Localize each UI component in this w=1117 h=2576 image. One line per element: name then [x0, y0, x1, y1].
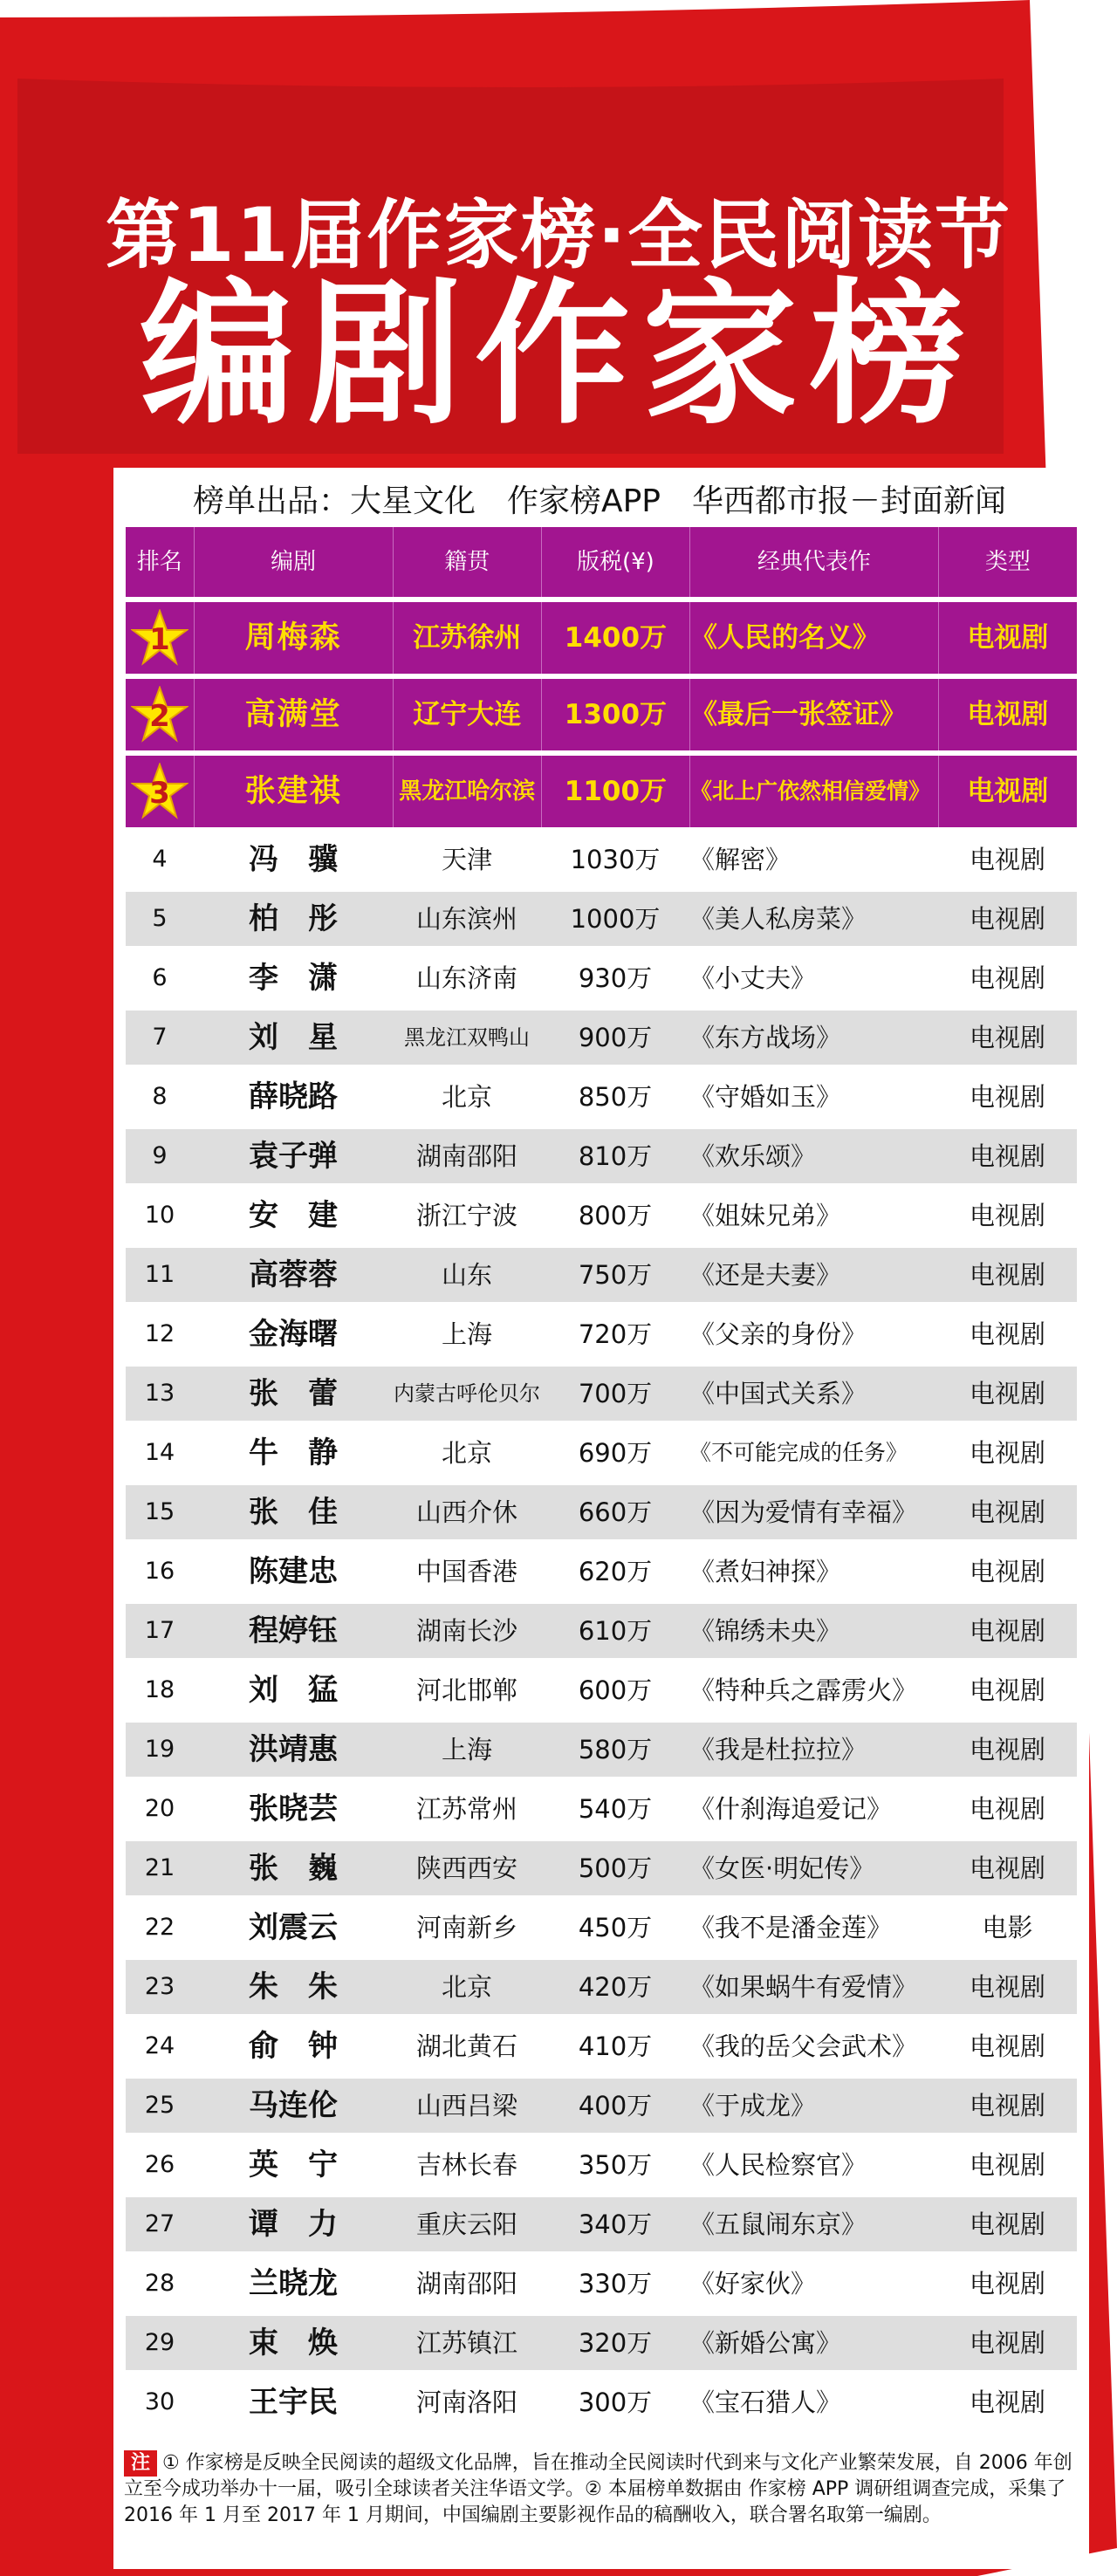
representative-work: 《解密》 — [689, 845, 791, 874]
royalty-value: 900万 — [578, 1023, 653, 1052]
note-tag: 注 — [124, 2450, 157, 2477]
writer-name: 张 蕾 — [249, 1376, 338, 1411]
header-name: 编剧 — [195, 527, 394, 597]
writer-name: 束 焕 — [249, 2326, 338, 2360]
rank-number: 17 — [144, 1617, 175, 1644]
writer-name: 马连伦 — [249, 2088, 338, 2123]
writer-origin: 山西吕梁 — [415, 2091, 517, 2120]
work-type: 电视剧 — [969, 1319, 1045, 1349]
representative-work: 《人民检察官》 — [689, 2150, 867, 2180]
table-row — [126, 2316, 1077, 2370]
rank-star-badge — [126, 602, 195, 674]
writer-origin: 湖南邵阳 — [415, 1141, 517, 1171]
writer-name: 谭 力 — [249, 2207, 338, 2242]
representative-work: 《姐妹兄弟》 — [689, 1201, 842, 1230]
rank-number: 7 — [152, 1024, 168, 1051]
representative-work: 《不可能完成的任务》 — [689, 1440, 908, 1465]
representative-work: 《好家伙》 — [689, 2269, 817, 2299]
royalty-value: 620万 — [578, 1557, 653, 1586]
writer-name: 兰晓龙 — [249, 2266, 338, 2301]
work-type: 电视剧 — [969, 1082, 1045, 1112]
royalty-value: 420万 — [578, 1972, 653, 2002]
work-type: 电视剧 — [969, 1260, 1045, 1290]
table-row — [126, 2257, 1077, 2311]
writer-origin: 河南新乡 — [415, 1913, 517, 1942]
work-type: 电视剧 — [969, 845, 1045, 874]
writer-origin: 中国香港 — [415, 1557, 517, 1586]
royalty-value: 1300万 — [542, 679, 690, 750]
writer-name: 程婷钰 — [249, 1613, 338, 1648]
rank-number: 13 — [144, 1380, 175, 1407]
writer-origin: 黑龙江双鸭山 — [404, 1025, 530, 1050]
table-row — [126, 1307, 1077, 1361]
table-row — [126, 2079, 1077, 2133]
title-line-1: 第11届作家榜·全民阅读节 — [105, 192, 1012, 279]
writer-name: 英 宁 — [249, 2148, 338, 2182]
work-type: 电视剧 — [969, 1735, 1045, 1764]
royalty-value: 400万 — [578, 2091, 653, 2120]
writer-name: 刘震云 — [249, 1910, 338, 1945]
table-row — [126, 1189, 1077, 1243]
rank-number: 11 — [144, 1261, 175, 1288]
royalty-value: 330万 — [578, 2269, 653, 2299]
royalty-value: 340万 — [578, 2209, 653, 2239]
rank-number: 23 — [144, 1973, 175, 2000]
table-row — [126, 2019, 1077, 2073]
writer-name: 刘 猛 — [249, 1673, 338, 1708]
writer-name: 高满堂 — [195, 679, 394, 750]
writer-name: 刘 星 — [249, 1020, 338, 1055]
writer-name: 袁子弹 — [249, 1139, 338, 1174]
work-type: 电视剧 — [969, 1201, 1045, 1230]
work-type: 电视剧 — [969, 1141, 1045, 1171]
representative-work: 《女医·明妃传》 — [689, 1853, 875, 1883]
table-header — [126, 527, 1077, 597]
representative-work: 《新婚公寓》 — [689, 2328, 842, 2358]
royalty-value: 850万 — [578, 1082, 653, 1112]
writer-origin: 北京 — [441, 1972, 492, 2002]
writer-origin: 湖南邵阳 — [415, 2269, 517, 2299]
writer-name: 高蓉蓉 — [249, 1257, 338, 1292]
royalty-value: 700万 — [578, 1379, 653, 1408]
rank-number: 3 — [149, 776, 170, 811]
table-row — [126, 1545, 1077, 1599]
work-type: 电视剧 — [969, 1379, 1045, 1408]
writer-origin: 山西介休 — [415, 1497, 517, 1527]
table-row — [126, 1901, 1077, 1955]
writer-name: 薛晓路 — [249, 1079, 338, 1114]
work-type: 电视剧 — [969, 1023, 1045, 1052]
rank-number: 2 — [149, 699, 170, 734]
royalty-value: 610万 — [578, 1616, 653, 1646]
rank-number: 10 — [144, 1202, 175, 1229]
representative-work: 《我不是潘金莲》 — [689, 1913, 893, 1942]
writer-name: 周梅森 — [195, 602, 394, 674]
writer-origin: 天津 — [441, 845, 492, 874]
writer-name: 张 巍 — [249, 1851, 338, 1886]
rank-number: 20 — [144, 1795, 175, 1822]
work-type: 电视剧 — [969, 1438, 1045, 1468]
rank-number: 6 — [152, 964, 168, 991]
writer-name: 牛 静 — [249, 1435, 338, 1470]
royalty-value: 750万 — [578, 1260, 653, 1290]
representative-work: 《什刹海追爱记》 — [689, 1794, 893, 1824]
writer-name: 冯 骥 — [249, 842, 338, 877]
rank-number: 19 — [144, 1736, 175, 1763]
royalty-value: 300万 — [578, 2388, 653, 2417]
representative-work: 《人民的名义》 — [690, 602, 939, 674]
writer-origin: 上海 — [441, 1319, 492, 1349]
rank-number: 16 — [144, 1558, 175, 1585]
table-row — [126, 1841, 1077, 1895]
work-type: 电视剧 — [969, 1794, 1045, 1824]
representative-work: 《美人私房菜》 — [689, 904, 867, 934]
table-row — [126, 1011, 1077, 1065]
writer-origin: 浙江宁波 — [415, 1201, 517, 1230]
work-type: 电视剧 — [969, 1616, 1045, 1646]
work-type: 电视剧 — [969, 2091, 1045, 2120]
work-type: 电视剧 — [969, 2388, 1045, 2417]
table-row — [126, 1426, 1077, 1480]
rank-number: 18 — [144, 1676, 175, 1703]
writer-name: 俞 钟 — [249, 2029, 338, 2064]
rank-number: 9 — [152, 1142, 168, 1169]
representative-work: 《我的岳父会武术》 — [689, 2031, 918, 2061]
work-type: 电视剧 — [969, 963, 1045, 993]
representative-work: 《小丈夫》 — [689, 963, 817, 993]
writer-name: 张晓芸 — [249, 1792, 338, 1826]
royalty-value: 810万 — [578, 1141, 653, 1171]
representative-work: 《欢乐颂》 — [689, 1141, 817, 1171]
writer-name: 张 佳 — [249, 1495, 338, 1530]
work-type: 电视剧 — [969, 2150, 1045, 2180]
royalty-value: 1030万 — [570, 845, 661, 874]
writer-origin: 山东 — [441, 1260, 492, 1290]
royalty-value: 450万 — [578, 1913, 653, 1942]
representative-work: 《五鼠闹东京》 — [689, 2209, 867, 2239]
header-type: 类型 — [984, 549, 1031, 575]
royalty-value: 540万 — [578, 1794, 653, 1824]
rank-number: 30 — [144, 2388, 175, 2415]
writer-origin: 江苏徐州 — [394, 602, 542, 674]
royalty-value: 600万 — [578, 1675, 653, 1705]
work-type: 电视剧 — [969, 2269, 1045, 2299]
ranking-table — [126, 527, 1077, 2435]
rank-number: 5 — [152, 905, 168, 932]
royalty-value: 410万 — [578, 2031, 653, 2061]
work-type: 电影 — [982, 1913, 1033, 1942]
table-row — [126, 892, 1077, 946]
work-type: 电视剧 — [969, 2031, 1045, 2061]
royalty-value: 350万 — [578, 2150, 653, 2180]
writer-name: 朱 朱 — [249, 1970, 338, 2004]
royalty-value: 930万 — [578, 963, 653, 993]
writer-origin: 河南洛阳 — [415, 2388, 517, 2417]
writer-name: 金海曙 — [249, 1317, 338, 1352]
royalty-value: 1000万 — [570, 904, 661, 934]
work-type: 电视剧 — [969, 2328, 1045, 2358]
table-row — [126, 1129, 1077, 1183]
table-row — [126, 1604, 1077, 1658]
representative-work: 《北上广依然相信爱情》 — [690, 756, 939, 827]
table-row-top — [126, 756, 1077, 827]
rank-number: 26 — [144, 2151, 175, 2178]
writer-name: 张建祺 — [195, 756, 394, 827]
rank-number: 27 — [144, 2210, 175, 2237]
rank-number: 24 — [144, 2032, 175, 2059]
representative-work: 《中国式关系》 — [689, 1379, 867, 1408]
work-type: 电视剧 — [967, 622, 1049, 654]
writer-origin: 重庆云阳 — [415, 2209, 517, 2239]
representative-work: 《还是夫妻》 — [689, 1260, 842, 1290]
representative-work: 《我是杜拉拉》 — [689, 1735, 867, 1764]
representative-work: 《煮妇神探》 — [689, 1557, 842, 1586]
rank-star-badge — [126, 679, 195, 750]
work-type: 电视剧 — [969, 1557, 1045, 1586]
table-row — [126, 1663, 1077, 1717]
work-type: 电视剧 — [969, 2209, 1045, 2239]
writer-origin: 河北邯郸 — [415, 1675, 517, 1705]
rank-number: 8 — [152, 1083, 168, 1110]
table-row-top — [126, 602, 1077, 674]
writer-origin: 江苏常州 — [415, 1794, 517, 1824]
work-type: 电视剧 — [969, 1853, 1045, 1883]
rank-star-badge — [126, 756, 195, 827]
writer-origin: 山东滨州 — [415, 904, 517, 934]
table-row — [126, 1248, 1077, 1302]
header-royalty: 版税(¥) — [542, 527, 690, 597]
rank-number: 4 — [152, 846, 168, 873]
header-rank: 排名 — [126, 527, 195, 597]
note-text: ① 作家榜是反映全民阅读的超级文化品牌，旨在推动全民阅读时代到来与文化产业繁荣发展，自 2006 年创立至今成功举办十一届，吸引全球读者关注华语文学。② 本届榜单数据由 作家榜 APP 调研组调查完成，采集了 2016 年 1 月至 2017 年 1 月期间，中国编剧主要影视作品的稿酬收入，联合署名取第一编剧。 — [124, 2452, 1072, 2526]
rank-number: 15 — [144, 1498, 175, 1525]
writer-name: 陈建忠 — [249, 1554, 338, 1589]
table-row — [126, 1367, 1077, 1421]
table-row — [126, 1070, 1077, 1124]
representative-work: 《宝石猎人》 — [689, 2388, 842, 2417]
representative-work: 《如果蜗牛有爱情》 — [689, 1972, 918, 2002]
footnote — [124, 2450, 1082, 2529]
writer-name: 李 潇 — [249, 961, 338, 996]
title-line-2: 编剧作家榜 — [140, 264, 977, 445]
writer-origin: 上海 — [441, 1735, 492, 1764]
writer-origin: 内蒙古呼伦贝尔 — [394, 1381, 540, 1406]
table-row — [126, 832, 1077, 887]
sponsor-line: 榜单出品：大星文化 作家榜APP 华西都市报－封面新闻 — [192, 483, 1007, 519]
writer-name: 安 建 — [249, 1198, 338, 1233]
rank-number: 21 — [144, 1854, 175, 1881]
rank-number: 14 — [144, 1439, 175, 1466]
representative-work: 《守婚如玉》 — [689, 1082, 842, 1112]
table-row — [126, 2138, 1077, 2192]
writer-origin: 山东济南 — [415, 963, 517, 993]
table-row — [126, 1723, 1077, 1777]
table-row — [126, 2197, 1077, 2251]
representative-work: 《最后一张签证》 — [690, 679, 939, 750]
writer-origin: 北京 — [441, 1082, 492, 1112]
work-type: 电视剧 — [969, 904, 1045, 934]
royalty-value: 800万 — [578, 1201, 653, 1230]
writer-origin: 黑龙江哈尔滨 — [394, 756, 542, 827]
representative-work: 《因为爱情有幸福》 — [689, 1497, 918, 1527]
rank-number: 1 — [149, 622, 170, 657]
writer-origin: 北京 — [441, 1438, 492, 1468]
representative-work: 《锦绣未央》 — [689, 1616, 842, 1646]
rank-number: 22 — [144, 1914, 175, 1941]
table-row — [126, 1782, 1077, 1836]
royalty-value: 320万 — [578, 2328, 653, 2358]
rank-number: 12 — [144, 1320, 175, 1347]
royalty-value: 690万 — [578, 1438, 653, 1468]
rank-number: 25 — [144, 2092, 175, 2119]
table-row — [126, 1485, 1077, 1539]
table-row — [126, 951, 1077, 1005]
writer-origin: 陕西西安 — [415, 1853, 517, 1883]
representative-work: 《父亲的身份》 — [689, 1319, 867, 1349]
writer-origin: 吉林长春 — [415, 2150, 517, 2180]
writer-origin: 湖北黄石 — [415, 2031, 517, 2061]
royalty-value: 720万 — [578, 1319, 653, 1349]
royalty-value: 1100万 — [542, 756, 690, 827]
royalty-value: 1400万 — [542, 602, 690, 674]
writer-name: 洪靖惠 — [249, 1732, 338, 1767]
rank-number: 28 — [144, 2270, 175, 2297]
table-row — [126, 2375, 1077, 2429]
royalty-value: 660万 — [578, 1497, 653, 1527]
writer-origin: 湖南长沙 — [415, 1616, 517, 1646]
header-work: 经典代表作 — [690, 527, 939, 597]
work-type: 电视剧 — [969, 1972, 1045, 2002]
royalty-value: 580万 — [578, 1735, 653, 1764]
representative-work: 《东方战场》 — [689, 1023, 842, 1052]
writer-origin: 江苏镇江 — [415, 2328, 517, 2358]
work-type: 电视剧 — [967, 776, 1049, 807]
representative-work: 《于成龙》 — [689, 2091, 817, 2120]
work-type: 电视剧 — [969, 1497, 1045, 1527]
representative-work: 《特种兵之霹雳火》 — [689, 1675, 918, 1705]
work-type: 电视剧 — [967, 699, 1049, 730]
header-origin: 籍贯 — [394, 527, 542, 597]
writer-origin: 辽宁大连 — [394, 679, 542, 750]
royalty-value: 500万 — [578, 1853, 653, 1883]
table-row-top — [126, 679, 1077, 750]
writer-name: 王宇民 — [249, 2385, 338, 2420]
work-type: 电视剧 — [969, 1675, 1045, 1705]
table-row — [126, 1960, 1077, 2014]
writer-name: 柏 彤 — [249, 901, 338, 936]
rank-number: 29 — [144, 2329, 175, 2356]
